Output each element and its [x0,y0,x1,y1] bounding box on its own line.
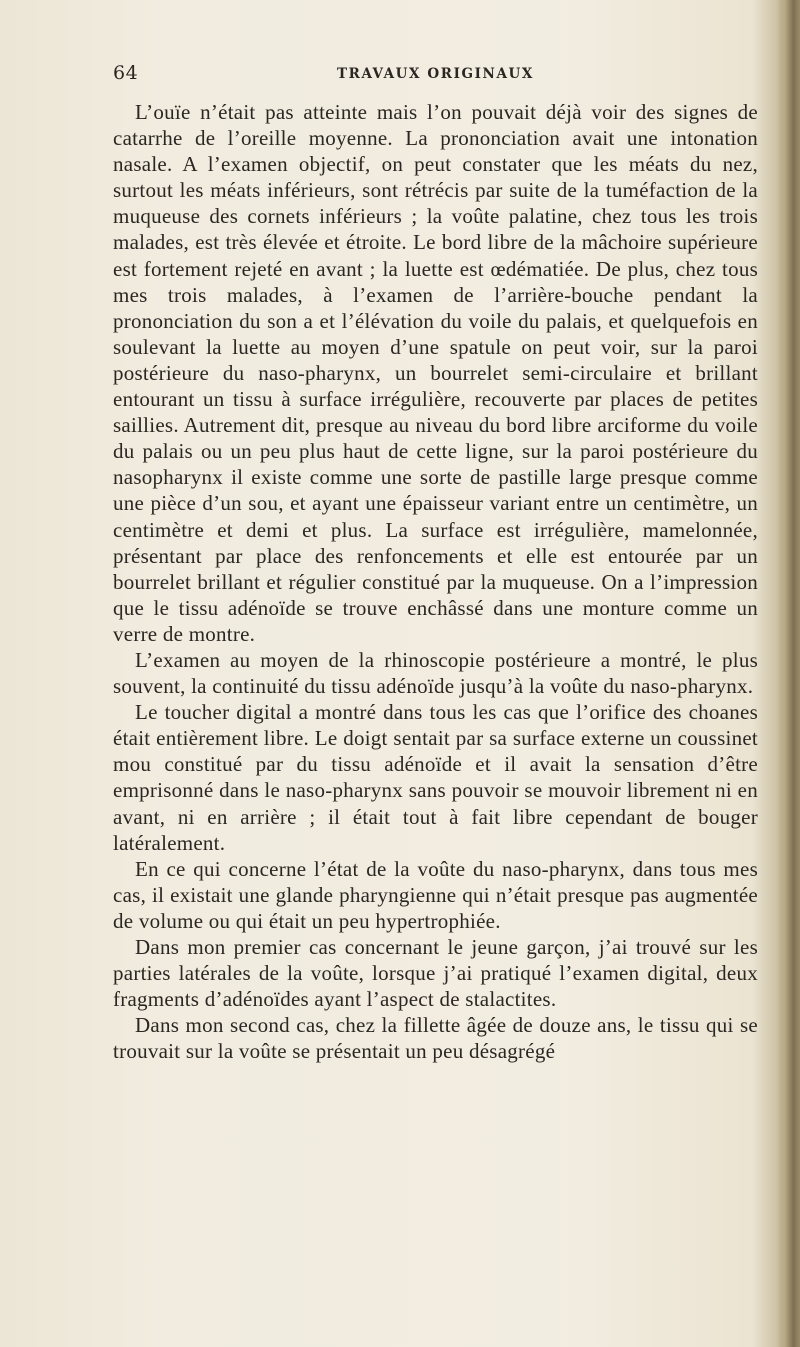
body-text [113,99,758,1064]
paragraph-4: En ce qui concerne l’état de la voûte du naso-pharynx, dans tous mes cas, il existait une glande pharyngienne qui n’était presque pas augmentée de volume ou qui était un peu hypertrophiée. [113,856,758,933]
paragraph-6: Dans mon second cas, chez la fillette âgée de douze ans, le tissu qui se trouvait sur la voûte se présentait un peu désagrégé [113,1013,758,1064]
running-title: TRAVAUX ORIGINAUX [336,66,534,82]
page-number: 64 [113,62,139,84]
paragraph-2: L’examen au moyen de la rhinoscopie postérieure a montré, le plus souvent, la continuité du tissu adénoïde jusqu’à la voûte du naso-pharynx. [113,647,758,699]
paragraph-1: L’ouïe n’était pas atteinte mais l’on pouvait déjà voir des signes de catarrhe de l’oreille moyenne. La prononciation avait une intonation nasale. A l’examen objectif, on peut constater que les méats du nez, surtout les méats inférieurs, sont rétrécis par suite de la tuméfaction de la muqueuse des cornets inférieurs ; la voûte palatine, chez tous les trois malades, est très élevée et étroite. Le bord libre de la mâchoire supérieure est fortement rejeté en avant ; la luette est œdématiée. De plus, chez tous mes trois malades, à l’examen de l’arrière-bouche pendant la prononciation du son a et l’élévation du voile du palais, et quelquefois en soulevant la luette au moyen d’une spatule on peut voir, sur la paroi postérieure du naso-pharynx, un bourrelet semi-circulaire et brillant entourant un tissu à surface irrégulière, recouverte par places de petites saillies. Autrement dit, presque au niveau du bord libre arciforme du voile du palais ou un peu plus haut de cette ligne, sur la paroi postérieure du nasopharynx il existe comme une sorte de pastille large presque comme une pièce d’un sou, et ayant une épaisseur variant entre un centimètre, un centimètre et demi et plus. La surface est irrégulière, mamelonnée, présentant par place des renfoncements et elle est entourée par un bourrelet brillant et régulier constitué par la muqueuse. On a l’impression que le tissu adénoïde se trouve enchâssé dans une monture comme un verre de montre. [113,100,758,646]
page-edge-shadow [778,0,800,1347]
running-head [113,62,758,90]
paragraph-3: Le toucher digital a montré dans tous les cas que l’orifice des choanes était entièrement libre. Le doigt sentait par sa surface externe un coussinet mou constitué par du tissu adénoïde et il avait la sensation d’être emprisonné dans le naso-pharynx sans pouvoir se mouvoir librement ni en avant, ni en arrière ; il était tout à fait libre cependant de bouger latéralement. [113,700,758,855]
paragraph-5: Dans mon premier cas concernant le jeune garçon, j’ai trouvé sur les parties latérales de la voûte, lorsque j’ai pratiqué l’examen digital, deux fragments d’adénoïdes ayant l’aspect de stalactites. [113,935,758,1012]
